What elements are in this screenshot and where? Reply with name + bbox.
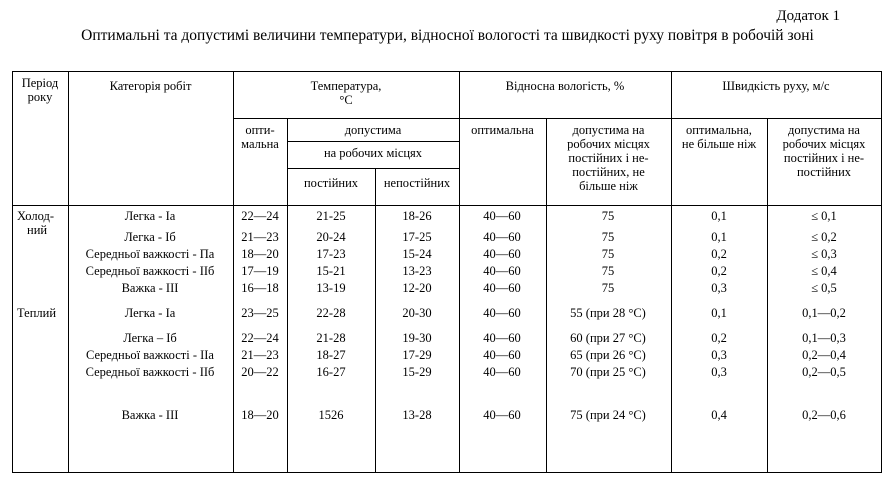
header-period: Період року bbox=[21, 76, 59, 104]
cell-t-nonperm: 20-30 bbox=[402, 306, 432, 320]
cell-t-perm: 22-28 bbox=[316, 306, 346, 320]
header-temp-optimal: опти- мальна bbox=[241, 123, 279, 151]
cell-t-opt: 21—23 bbox=[241, 230, 279, 244]
header-hum-allowed: допустима на робочих місцях постійних і не- постійних, не більше ніж bbox=[567, 123, 650, 193]
table-caption: Оптимальні та допустимі величини температури, відносної вологості та швидкості руху повітря в робочій зоні bbox=[81, 27, 814, 44]
cell-s-allowed: 0,2—0,5 bbox=[802, 365, 846, 379]
cell-t-perm: 15-21 bbox=[316, 264, 346, 278]
cell-category: Середньої важкості - ІІб bbox=[85, 365, 215, 379]
cell-t-perm: 20-24 bbox=[316, 230, 346, 244]
divider-temp-perm bbox=[375, 168, 376, 473]
appendix-label: Додаток 1 bbox=[776, 8, 840, 24]
cell-s-allowed: ≤ 0,5 bbox=[811, 281, 837, 295]
divider-period bbox=[68, 71, 69, 473]
cell-h-opt: 40—60 bbox=[483, 348, 521, 362]
cell-s-opt: 0,2 bbox=[711, 247, 727, 261]
cell-s-allowed: 0,1—0,2 bbox=[802, 306, 846, 320]
cell-category: Легка – Іб bbox=[123, 331, 177, 345]
period-cold: Холод- ний bbox=[17, 209, 54, 237]
header-speed-optimal: оптимальна, не більше ніж bbox=[681, 123, 757, 151]
cell-category: Легка - Іа bbox=[124, 209, 176, 223]
cell-t-opt: 20—22 bbox=[241, 365, 279, 379]
cell-h-opt: 40—60 bbox=[483, 209, 521, 223]
header-temp-nonpermanent: непостійних bbox=[383, 176, 451, 190]
cell-s-allowed: ≤ 0,3 bbox=[811, 247, 837, 261]
left-border bbox=[12, 71, 13, 473]
cell-t-nonperm: 15-24 bbox=[402, 247, 432, 261]
cell-category: Легка - Іа bbox=[124, 306, 176, 320]
cell-t-nonperm: 15-29 bbox=[402, 365, 432, 379]
period-warm: Теплий bbox=[17, 306, 57, 320]
cell-s-opt: 0,3 bbox=[711, 365, 727, 379]
cell-t-opt: 16—18 bbox=[241, 281, 279, 295]
header-bottom-border bbox=[12, 205, 881, 206]
cell-category: Середньої важкості - ІІа bbox=[86, 348, 214, 362]
cell-t-nonperm: 19-30 bbox=[402, 331, 432, 345]
cell-category: Легка - Іб bbox=[124, 230, 176, 244]
cell-s-opt: 0,1 bbox=[711, 306, 727, 320]
cell-category: Важка - ІІІ bbox=[121, 408, 179, 422]
workplaces-subdivider bbox=[287, 168, 459, 169]
header-speed-allowed: допустима на робочих місцях постійних і не- постійних bbox=[782, 123, 866, 179]
cell-h-allowed: 75 bbox=[601, 230, 615, 244]
cell-s-opt: 0,3 bbox=[711, 348, 727, 362]
cell-s-opt: 0,1 bbox=[711, 209, 727, 223]
cell-category: Важка - ІІІ bbox=[121, 281, 179, 295]
cell-s-allowed: 0,1—0,3 bbox=[802, 331, 846, 345]
cell-category: Середньої важкості - ІІб bbox=[85, 264, 215, 278]
cell-t-perm: 21-25 bbox=[316, 209, 346, 223]
cell-s-opt: 0,4 bbox=[711, 408, 727, 422]
cell-s-allowed: 0,2—0,4 bbox=[802, 348, 846, 362]
allowed-subdivider bbox=[287, 141, 459, 142]
cell-t-perm: 18-27 bbox=[316, 348, 346, 362]
cell-h-allowed: 55 (при 28 °С) bbox=[570, 306, 646, 320]
cell-s-opt: 0,3 bbox=[711, 281, 727, 295]
cell-h-opt: 40—60 bbox=[483, 230, 521, 244]
cell-s-allowed: ≤ 0,4 bbox=[811, 264, 837, 278]
cell-t-nonperm: 12-20 bbox=[402, 281, 432, 295]
cell-h-allowed: 70 (при 25 °С) bbox=[570, 365, 646, 379]
cell-s-allowed: 0,2—0,6 bbox=[802, 408, 846, 422]
header-humidity: Відносна вологість, % bbox=[505, 79, 625, 93]
cell-t-nonperm: 17-25 bbox=[402, 230, 432, 244]
cell-t-opt: 23—25 bbox=[241, 306, 279, 320]
cell-h-opt: 40—60 bbox=[483, 408, 521, 422]
header-temp-allowed: допустима bbox=[344, 123, 402, 137]
cell-h-opt: 40—60 bbox=[483, 331, 521, 345]
cell-s-allowed: ≤ 0,2 bbox=[811, 230, 837, 244]
table-bottom-border bbox=[12, 472, 881, 473]
header-temperature: Температура, °С bbox=[310, 79, 382, 107]
cell-t-perm: 16-27 bbox=[316, 365, 346, 379]
cell-h-opt: 40—60 bbox=[483, 281, 521, 295]
header-category: Категорія робіт bbox=[109, 79, 192, 93]
cell-t-perm: 17-23 bbox=[316, 247, 346, 261]
cell-category: Середньої важкості - Па bbox=[85, 247, 215, 261]
header-speed: Швидкість руху, м/с bbox=[722, 79, 830, 93]
cell-t-opt: 17—19 bbox=[241, 264, 279, 278]
right-border bbox=[881, 71, 882, 473]
header-hum-optimal: оптимальна bbox=[471, 123, 534, 137]
cell-h-opt: 40—60 bbox=[483, 264, 521, 278]
cell-t-opt: 21—23 bbox=[241, 348, 279, 362]
cell-h-opt: 40—60 bbox=[483, 306, 521, 320]
cell-h-allowed: 75 bbox=[601, 281, 615, 295]
cell-s-opt: 0,1 bbox=[711, 230, 727, 244]
cell-t-opt: 18—20 bbox=[241, 408, 279, 422]
cell-t-nonperm: 13-28 bbox=[402, 408, 432, 422]
cell-t-nonperm: 17-29 bbox=[402, 348, 432, 362]
cell-h-allowed: 75 (при 24 °С) bbox=[570, 408, 646, 422]
cell-t-nonperm: 18-26 bbox=[402, 209, 432, 223]
cell-t-perm: 21-28 bbox=[316, 331, 346, 345]
cell-s-opt: 0,2 bbox=[711, 264, 727, 278]
cell-t-nonperm: 13-23 bbox=[402, 264, 432, 278]
cell-h-allowed: 75 bbox=[601, 247, 615, 261]
header-temp-workplaces: на робочих місцях bbox=[323, 146, 423, 160]
cell-t-opt: 18—20 bbox=[241, 247, 279, 261]
cell-s-opt: 0,2 bbox=[711, 331, 727, 345]
cell-h-allowed: 65 (при 26 °С) bbox=[570, 348, 646, 362]
cell-h-opt: 40—60 bbox=[483, 247, 521, 261]
header-subdivider bbox=[233, 118, 881, 119]
header-temp-permanent: постійних bbox=[303, 176, 359, 190]
cell-t-opt: 22—24 bbox=[241, 331, 279, 345]
cell-h-allowed: 60 (при 27 °С) bbox=[570, 331, 646, 345]
table-top-border bbox=[12, 71, 881, 72]
cell-t-opt: 22—24 bbox=[241, 209, 279, 223]
cell-s-allowed: ≤ 0,1 bbox=[811, 209, 837, 223]
cell-t-perm: 13-19 bbox=[316, 281, 346, 295]
cell-h-opt: 40—60 bbox=[483, 365, 521, 379]
divider-temp-opt bbox=[287, 118, 288, 473]
cell-h-allowed: 75 bbox=[601, 264, 615, 278]
cell-h-allowed: 75 bbox=[601, 209, 615, 223]
cell-t-perm: 1526 bbox=[318, 408, 344, 422]
